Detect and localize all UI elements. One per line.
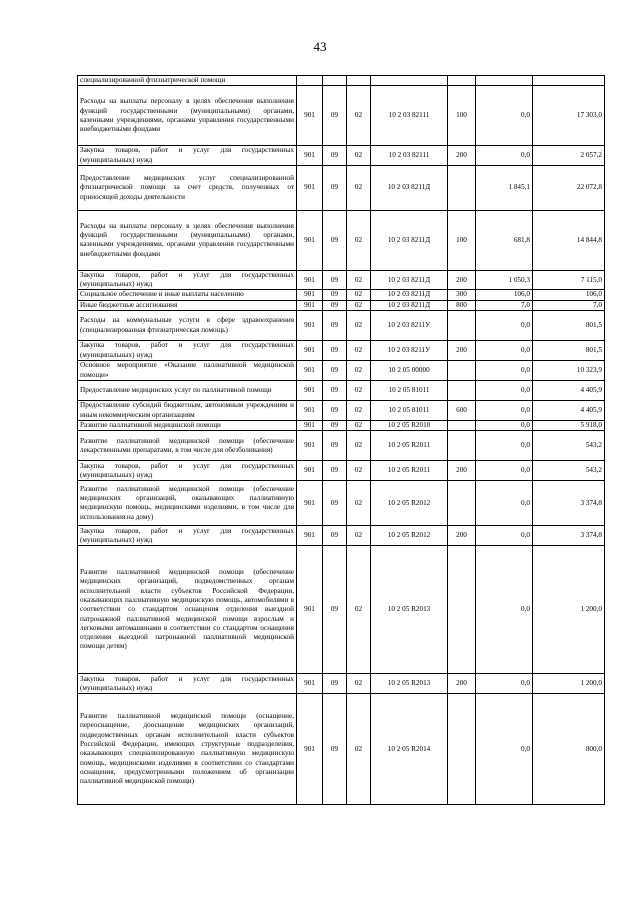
row-name: Расходы на коммунальные услуги в сфере здравоохранения (специализированная фтизиатрическая помощь) [78, 311, 297, 341]
subsection-code: 02 [347, 694, 371, 805]
table-row [78, 76, 605, 86]
row-name: Развитие паллиативной медицинской помощи (обеспечение лекарственными препаратами, в том числе для обезболивания) [78, 431, 297, 461]
expense-kind-code [448, 546, 476, 674]
expense-kind-code: 200 [448, 526, 476, 546]
table-row [78, 526, 605, 546]
change-amount: 0,0 [476, 381, 533, 401]
section-code: 09 [323, 341, 347, 361]
ministry-code: 901 [297, 165, 323, 210]
section-code: 09 [323, 481, 347, 526]
target-code: 10 2 03 8211Д [371, 210, 448, 270]
row-name: Предоставление медицинских услуг по паллиативной помощи [78, 381, 297, 401]
total-amount: 2 057,2 [533, 146, 605, 166]
target-code: 10 2 05 R2013 [371, 674, 448, 694]
table-row [78, 311, 605, 341]
subsection-code: 02 [347, 431, 371, 461]
change-amount: 1 050,3 [476, 270, 533, 290]
change-amount: 0,0 [476, 401, 533, 421]
total-amount: 1 200,0 [533, 674, 605, 694]
target-code: 10 2 05 R2011 [371, 431, 448, 461]
expense-kind-code [448, 694, 476, 805]
ministry-code: 901 [297, 526, 323, 546]
subsection-code: 02 [347, 341, 371, 361]
section-code: 09 [323, 311, 347, 341]
target-code: 10 2 03 82111 [371, 146, 448, 166]
target-code: 10 2 05 R2010 [371, 421, 448, 431]
subsection-code: 02 [347, 674, 371, 694]
target-code: 10 2 03 8211У [371, 311, 448, 341]
change-amount: 0,0 [476, 341, 533, 361]
expense-kind-code [448, 381, 476, 401]
expense-kind-code: 600 [448, 401, 476, 421]
target-code: 10 2 05 R2011 [371, 461, 448, 481]
ministry-code: 901 [297, 290, 323, 300]
section-code: 09 [323, 421, 347, 431]
table-row [78, 361, 605, 381]
ministry-code: 901 [297, 381, 323, 401]
expense-kind-code: 200 [448, 146, 476, 166]
section-code: 09 [323, 546, 347, 674]
row-name: Социальное обеспечение и иные выплаты населению [78, 290, 297, 300]
total-amount: 7 115,0 [533, 270, 605, 290]
change-amount: 1 845,1 [476, 165, 533, 210]
section-code: 09 [323, 290, 347, 300]
target-code: 10 2 05 R2013 [371, 546, 448, 674]
budget-table [77, 75, 605, 805]
target-code: 10 2 03 8211Д [371, 165, 448, 210]
change-amount: 0,0 [476, 694, 533, 805]
total-amount: 106,0 [533, 290, 605, 300]
target-code: 10 2 03 82111 [371, 86, 448, 146]
target-code: 10 2 05 81011 [371, 401, 448, 421]
change-amount: 0,0 [476, 431, 533, 461]
table-row [78, 546, 605, 674]
row-name: Закупка товаров, работ и услуг для государственных (муниципальных) нужд [78, 270, 297, 290]
row-name: Основное мероприятие «Оказание паллиативной медицинской помощи» [78, 361, 297, 381]
total-amount: 1 200,0 [533, 546, 605, 674]
table-row [78, 270, 605, 290]
change-amount: 0,0 [476, 481, 533, 526]
row-name: специализированной фтизиатрической помощи [78, 76, 297, 86]
target-code: 10 2 05 R2012 [371, 526, 448, 546]
change-amount: 681,8 [476, 210, 533, 270]
row-name: Расходы на выплаты персоналу в целях обеспечения выполнения функций государственными (муниципальными) органами, казенными учреждениями, органами управления государственными внебюджетными фондами [78, 86, 297, 146]
change-amount [476, 76, 533, 86]
row-name: Развитие паллиативной медицинской помощи (обеспечение медицинских организаций, оказывающих паллиативную медицинскую помощь, медицинскими изделиями, в том числе для использования на дому) [78, 481, 297, 526]
change-amount: 0,0 [476, 546, 533, 674]
section-code: 09 [323, 461, 347, 481]
table-row [78, 146, 605, 166]
change-amount: 0,0 [476, 361, 533, 381]
table-row [78, 421, 605, 431]
total-amount: 543,2 [533, 431, 605, 461]
subsection-code: 02 [347, 421, 371, 431]
page-number: 43 [313, 39, 327, 54]
total-amount: 17 303,0 [533, 86, 605, 146]
subsection-code: 02 [347, 401, 371, 421]
ministry-code: 901 [297, 210, 323, 270]
row-name: Закупка товаров, работ и услуг для государственных (муниципальных) нужд [78, 146, 297, 166]
table-row [78, 86, 605, 146]
subsection-code: 02 [347, 361, 371, 381]
subsection-code [347, 76, 371, 86]
section-code [323, 76, 347, 86]
section-code: 09 [323, 270, 347, 290]
expense-kind-code: 200 [448, 461, 476, 481]
total-amount: 4 405,9 [533, 401, 605, 421]
expense-kind-code: 300 [448, 290, 476, 300]
ministry-code [297, 76, 323, 86]
subsection-code: 02 [347, 381, 371, 401]
ministry-code: 901 [297, 146, 323, 166]
row-name: Развитие паллиативной медицинской помощи [78, 421, 297, 431]
subsection-code: 02 [347, 311, 371, 341]
target-code: 10 2 05 00000 [371, 361, 448, 381]
table-row [78, 341, 605, 361]
total-amount: 800,0 [533, 694, 605, 805]
row-name: Закупка товаров, работ и услуг для государственных (муниципальных) нужд [78, 674, 297, 694]
ministry-code: 901 [297, 401, 323, 421]
section-code: 09 [323, 210, 347, 270]
section-code: 09 [323, 526, 347, 546]
section-code: 09 [323, 86, 347, 146]
ministry-code: 901 [297, 674, 323, 694]
target-code: 10 2 03 8211Д [371, 300, 448, 310]
change-amount: 0,0 [476, 146, 533, 166]
total-amount: 10 323,9 [533, 361, 605, 381]
subsection-code: 02 [347, 526, 371, 546]
expense-kind-code [448, 421, 476, 431]
table-row [78, 290, 605, 300]
row-name: Развитие паллиативной медицинской помощи (обеспечение медицинских организаций, подведомственных органам исполнительной власти субъектов Российской Федерации, оказывающих паллиативную медицинскую помощь, автомобилями в соответствии со стандартом оснащения отделения выездной патронажной паллиативной медицинской помощи взрослым и легковыми автомашинами в соответствии со стандартом оснащения отделения выездной патронажной паллиативной медицинской помощи детям) [78, 546, 297, 674]
subsection-code: 02 [347, 546, 371, 674]
row-name: Закупка товаров, работ и услуг для государственных (муниципальных) нужд [78, 341, 297, 361]
expense-kind-code [448, 361, 476, 381]
change-amount: 0,0 [476, 526, 533, 546]
total-amount: 7,0 [533, 300, 605, 310]
change-amount: 0,0 [476, 311, 533, 341]
subsection-code: 02 [347, 481, 371, 526]
target-code: 10 2 05 81011 [371, 381, 448, 401]
expense-kind-code [448, 481, 476, 526]
target-code: 10 2 05 R2012 [371, 481, 448, 526]
change-amount: 0,0 [476, 461, 533, 481]
row-name: Закупка товаров, работ и услуг для государственных (муниципальных) нужд [78, 461, 297, 481]
total-amount [533, 76, 605, 86]
ministry-code: 901 [297, 431, 323, 461]
section-code: 09 [323, 361, 347, 381]
subsection-code: 02 [347, 146, 371, 166]
ministry-code: 901 [297, 341, 323, 361]
section-code: 09 [323, 381, 347, 401]
expense-kind-code: 100 [448, 210, 476, 270]
ministry-code: 901 [297, 300, 323, 310]
target-code: 10 2 05 R2014 [371, 694, 448, 805]
target-code [371, 76, 448, 86]
row-name: Иные бюджетные ассигнования [78, 300, 297, 310]
subsection-code: 02 [347, 165, 371, 210]
expense-kind-code [448, 76, 476, 86]
expense-kind-code: 200 [448, 341, 476, 361]
change-amount: 7,0 [476, 300, 533, 310]
table-row [78, 674, 605, 694]
subsection-code: 02 [347, 300, 371, 310]
subsection-code: 02 [347, 210, 371, 270]
expense-kind-code: 100 [448, 86, 476, 146]
ministry-code: 901 [297, 86, 323, 146]
table-row [78, 210, 605, 270]
ministry-code: 901 [297, 481, 323, 526]
row-name: Предоставление субсидий бюджетным, автономным учреждениям и иным некоммерческим организациям [78, 401, 297, 421]
section-code: 09 [323, 431, 347, 461]
change-amount: 0,0 [476, 86, 533, 146]
total-amount: 801,5 [533, 311, 605, 341]
subsection-code: 02 [347, 270, 371, 290]
total-amount: 543,2 [533, 461, 605, 481]
expense-kind-code [448, 311, 476, 341]
change-amount: 0,0 [476, 674, 533, 694]
table-row [78, 694, 605, 805]
change-amount: 0,0 [476, 421, 533, 431]
target-code: 10 2 03 8211Д [371, 270, 448, 290]
subsection-code: 02 [347, 86, 371, 146]
total-amount: 4 405,9 [533, 381, 605, 401]
row-name: Закупка товаров, работ и услуг для государственных (муниципальных) нужд [78, 526, 297, 546]
expense-kind-code [448, 431, 476, 461]
target-code: 10 2 03 8211У [371, 341, 448, 361]
subsection-code: 02 [347, 461, 371, 481]
row-name: Развитие паллиативной медицинской помощи (оснащение, переоснащение, дооснащение медицинских организаций, подведомственных органам исполнительной власти субъектов Российской Федерации, имеющих структурные подразделения, оказывающих специализированную паллиативную медицинскую помощь, медицинскими изделиями в соответствии со стандартами оснащения, предусмотренными положением об организации паллиативной медицинской помощи) [78, 694, 297, 805]
table-row [78, 165, 605, 210]
row-name: Расходы на выплаты персоналу в целях обеспечения выполнения функций государственными (муниципальными) органами, казенными учреждениями, органами управления государственными внебюджетными фондами [78, 210, 297, 270]
total-amount: 5 918,0 [533, 421, 605, 431]
expense-kind-code [448, 165, 476, 210]
total-amount: 14 844,8 [533, 210, 605, 270]
total-amount: 3 374,8 [533, 526, 605, 546]
ministry-code: 901 [297, 461, 323, 481]
table-row [78, 401, 605, 421]
total-amount: 801,5 [533, 341, 605, 361]
section-code: 09 [323, 674, 347, 694]
table-row [78, 300, 605, 310]
ministry-code: 901 [297, 546, 323, 674]
ministry-code: 901 [297, 361, 323, 381]
row-name: Предоставление медицинских услуг специализированной фтизиатрической помощи за счет средств, полученных от приносящей доходы деятельности [78, 165, 297, 210]
expense-kind-code: 200 [448, 674, 476, 694]
table-row [78, 481, 605, 526]
table-row [78, 431, 605, 461]
section-code: 09 [323, 165, 347, 210]
section-code: 09 [323, 146, 347, 166]
table-body [78, 76, 605, 805]
expense-kind-code: 800 [448, 300, 476, 310]
total-amount: 22 072,8 [533, 165, 605, 210]
target-code: 10 2 03 8211Д [371, 290, 448, 300]
section-code: 09 [323, 300, 347, 310]
table-row [78, 381, 605, 401]
section-code: 09 [323, 401, 347, 421]
subsection-code: 02 [347, 290, 371, 300]
total-amount: 3 374,8 [533, 481, 605, 526]
ministry-code: 901 [297, 694, 323, 805]
ministry-code: 901 [297, 270, 323, 290]
expense-kind-code: 200 [448, 270, 476, 290]
ministry-code: 901 [297, 311, 323, 341]
table-row [78, 461, 605, 481]
section-code: 09 [323, 694, 347, 805]
change-amount: 106,0 [476, 290, 533, 300]
ministry-code: 901 [297, 421, 323, 431]
